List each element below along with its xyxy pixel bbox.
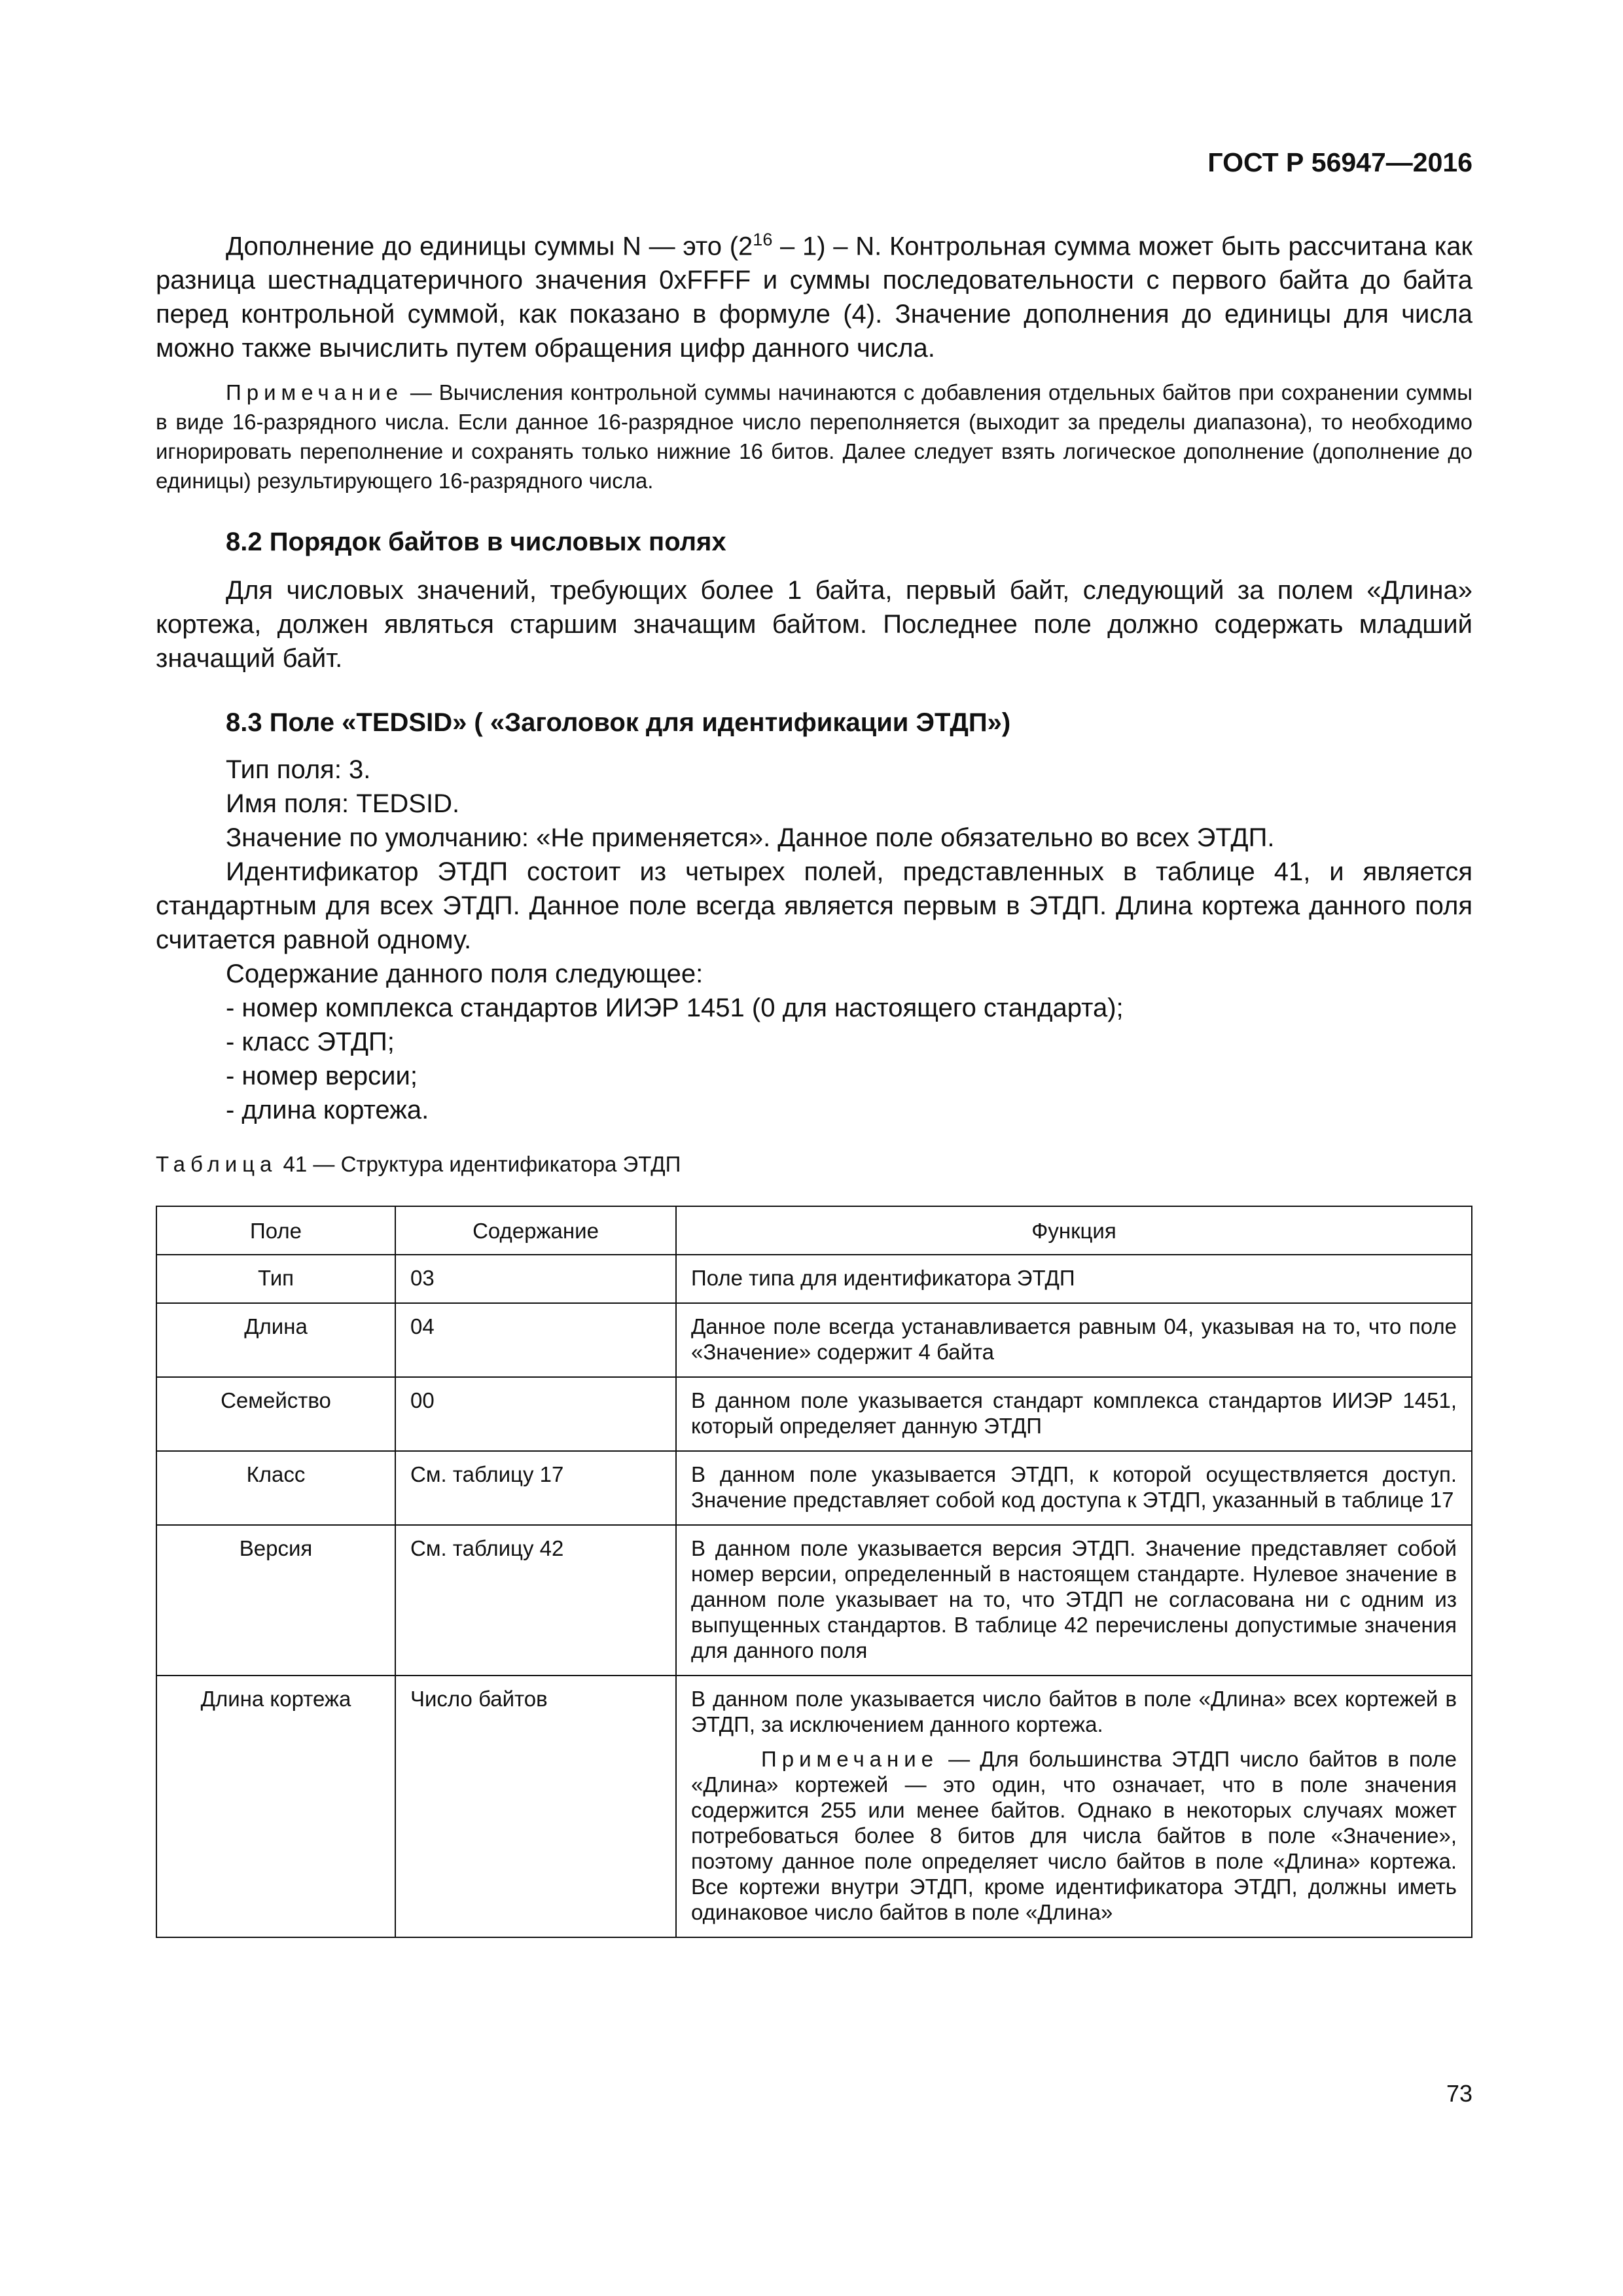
cell-note-text: — Для большинства ЭТДП число байтов в поле «Длина» кортежей — это один, что означает, что в поле значения содержится 255 или менее байтов. Однако в некоторых случаях может потребоваться более 8 битов для числа байтов в поле «Значение», поэтому данное поле определяет число байтов в поле «Длина» кортежа. Все кортежи внутри ЭТДП, кроме идентификатора ЭТДП, должны иметь одинаковое число байтов в поле «Длина» xyxy=(691,1747,1457,1924)
page-number: 73 xyxy=(1446,2080,1472,2107)
table-row xyxy=(156,1676,1472,1937)
cell-function: В данном поле указывается ЭТДП, к которой осуществляется доступ. Значение представляет собой код доступа к ЭТДП, указанный в таблице 17 xyxy=(676,1451,1472,1525)
cell-content: Число байтов xyxy=(395,1676,676,1937)
field-type-line: Тип поля: 3. xyxy=(226,755,371,784)
cell-content: 03 xyxy=(395,1255,676,1303)
cell-content: 04 xyxy=(395,1303,676,1377)
cell-function: Поле типа для идентификатора ЭТДП xyxy=(676,1255,1472,1303)
tedsid-description: Идентификатор ЭТДП состоит из четырех полей, представленных в таблице 41, и является стандартным для всех ЭТДП. Данное поле всегда является первым в ЭТДП. Длина кортежа данного поля считается равной одному. xyxy=(156,857,1472,954)
cell-field: Версия xyxy=(156,1525,395,1676)
cell-field: Длина кортежа xyxy=(156,1676,395,1937)
teds-id-table xyxy=(156,1206,1472,1938)
cell-function xyxy=(676,1676,1472,1937)
cell-function: В данном поле указывается версия ЭТДП. Значение представляет собой номер версии, определенный в настоящем стандарте. Нулевое значение в данном поле указывает на то, что ЭТДП не согласована ни с одним из выпущенных стандартов. В таблице 42 перечислены допустимые значения для данного поля xyxy=(676,1525,1472,1676)
note-label: Примечание xyxy=(226,380,404,404)
list-item: - номер версии; xyxy=(226,1062,418,1090)
table-row xyxy=(156,1451,1472,1525)
cell-function: Данное поле всегда устанавливается равным 04, указывая на то, что поле «Значение» содержит 4 байта xyxy=(676,1303,1472,1377)
document-id: ГОСТ Р 56947—2016 xyxy=(1207,147,1472,177)
cell-field: Класс xyxy=(156,1451,395,1525)
content-intro: Содержание данного поля следующее: xyxy=(226,960,704,988)
table-row xyxy=(156,1255,1472,1303)
cell-content: См. таблицу 17 xyxy=(395,1451,676,1525)
section-8-2-heading: 8.2 Порядок байтов в числовых полях xyxy=(226,528,726,556)
default-value-line: Значение по умолчанию: «Не применяется». Данное поле обязательно во всех ЭТДП. xyxy=(226,823,1275,852)
table-caption xyxy=(156,1152,681,1177)
cell-function-text: В данном поле указывается число байтов в поле «Длина» всех кортежей в ЭТДП, за исключением данного кортежа. xyxy=(691,1687,1457,1736)
cell-field: Тип xyxy=(156,1255,395,1303)
intro-superscript: 16 xyxy=(753,230,773,249)
table-caption-label: Таблица xyxy=(156,1152,277,1176)
cell-field: Семейство xyxy=(156,1377,395,1451)
intro-paragraph xyxy=(156,223,1472,365)
list-item: - длина кортежа. xyxy=(226,1096,429,1124)
header-content: Содержание xyxy=(395,1206,676,1255)
section-8-2-paragraph: Для числовых значений, требующих более 1 байта, первый байт, следующий за полем «Длина» кортежа, должен являться старшим значащим байтом. Последнее поле должно содержать младший значащий байт. xyxy=(156,576,1472,673)
table-header-row xyxy=(156,1206,1472,1255)
section-8-3-heading: 8.3 Поле «TEDSID» ( «Заголовок для идентификации ЭТДП») xyxy=(226,708,1011,737)
field-name-line: Имя поля: TEDSID. xyxy=(226,789,460,818)
cell-note-label: Примечание xyxy=(761,1747,939,1771)
table-row xyxy=(156,1377,1472,1451)
cell-content: 00 xyxy=(395,1377,676,1451)
list-item: - номер комплекса стандартов ИИЭР 1451 (0 для настоящего стандарта); xyxy=(226,994,1124,1022)
note-1 xyxy=(156,378,1472,495)
cell-note xyxy=(691,1746,1457,1925)
note-text: — Вычисления контрольной суммы начинаются с добавления отдельных байтов при сохранении суммы в виде 16-разрядного числа. Если данное 16-разрядное число переполняется (выходит за пределы диапазона), то необходимо игнорировать переполнение и сохранять только нижние 16 битов. Далее следует взять логическое дополнение (дополнение до единицы) результирующего 16-разрядного числа. xyxy=(156,380,1472,493)
intro-text-2: – 1) – N. Контрольная сумма может быть рассчитана как разница шестнадцатеричного значения 0xFFFF и суммы последовательности с первого байта до байта перед контрольной суммой, как показано в формуле (4). Значение дополнения до единицы для числа можно также вычислить путем обращения цифр данного числа. xyxy=(156,232,1472,363)
table-row xyxy=(156,1303,1472,1377)
cell-function: В данном поле указывается стандарт комплекса стандартов ИИЭР 1451, который определяет данную ЭТДП xyxy=(676,1377,1472,1451)
table-row xyxy=(156,1525,1472,1676)
list-item: - класс ЭТДП; xyxy=(226,1028,395,1056)
cell-content: См. таблицу 42 xyxy=(395,1525,676,1676)
intro-text-1: Дополнение до единицы суммы N — это (2 xyxy=(226,232,753,261)
cell-field: Длина xyxy=(156,1303,395,1377)
table-caption-text: 41 — Структура идентификатора ЭТДП xyxy=(277,1152,681,1176)
header-field: Поле xyxy=(156,1206,395,1255)
header-function: Функция xyxy=(676,1206,1472,1255)
